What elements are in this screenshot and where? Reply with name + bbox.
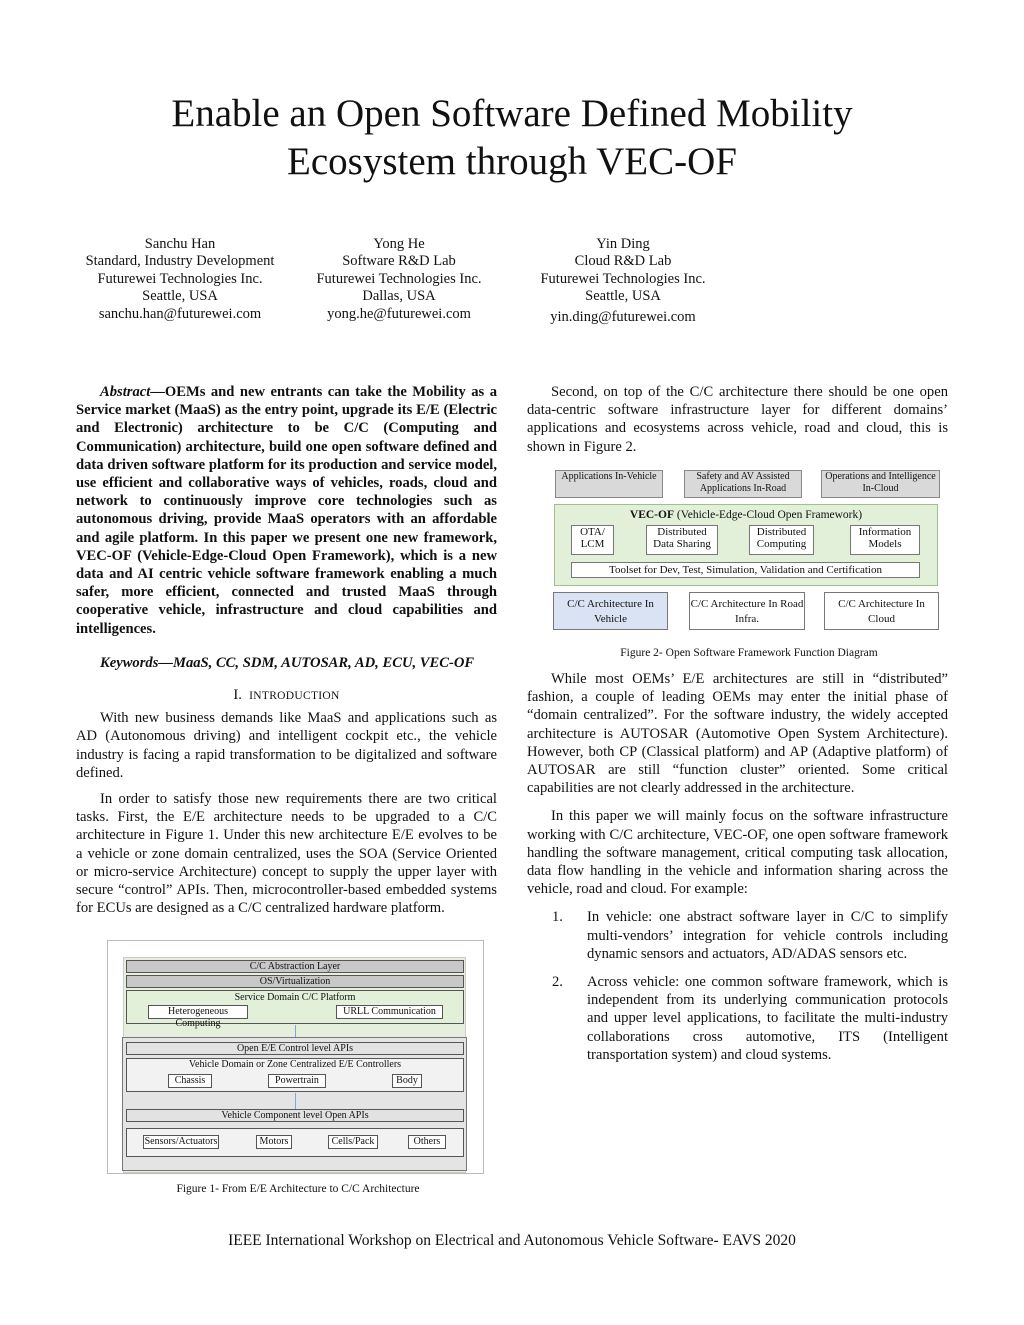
figure-2 (553, 468, 945, 633)
author-email: yin.ding@futurewei.com (550, 308, 696, 325)
heterogeneous-computing-box: Heterogeneous Computing (148, 1005, 248, 1019)
figure-1-caption: Figure 1- From E/E Architecture to C/C Architecture (176, 1183, 420, 1195)
paragraph: In this paper we will mainly focus on the software infrastructure working with C/C architecture, VEC-OF, one open software framework handling the software management, critical computing task allocation, data flow handling in the vehicle and information sharing across the vehicle, road and cloud. For example: (527, 808, 948, 898)
keywords: Keywords—MaaS, CC, SDM, AUTOSAR, AD, ECU, VEC-OF (100, 654, 475, 671)
distributed-computing-box: Distributed Computing (749, 525, 814, 555)
information-models-box: Information Models (850, 525, 920, 555)
author-org: Futurewei Technologies Inc. (97, 270, 263, 287)
author-block-1 (60, 236, 300, 323)
author-dept: Software R&D Lab (342, 253, 456, 270)
cells-pack-box: Cells/Pack (328, 1135, 378, 1149)
author-email: sanchu.han@futurewei.com (98, 305, 262, 322)
sensors-actuators-box: Sensors/Actuators (144, 1136, 218, 1147)
arrow-connector (295, 1093, 296, 1109)
author-name: Yin Ding (596, 236, 650, 252)
safety-apps-in-road-box: Safety and AV Assisted Applications In-Road (684, 470, 802, 498)
author-org: Futurewei Technologies Inc. (540, 270, 706, 287)
author-location: Seattle, USA (585, 288, 661, 305)
ota-lcm-box: OTA/ LCM (571, 525, 614, 555)
vecof-panel: VEC-OF (Vehicle-Edge-Cloud Open Framework) (554, 504, 938, 586)
others-box: Others (408, 1135, 446, 1149)
component-level-apis: Vehicle Component level Open APIs (126, 1109, 464, 1122)
page-footer: IEEE International Workshop on Electrical and Autonomous Vehicle Software- EAVS 2020 (228, 1232, 796, 1249)
urll-communication-box: URLL Communication (336, 1005, 443, 1019)
apps-in-vehicle-box: Applications In-Vehicle (555, 470, 663, 498)
operations-in-cloud-box: Operations and Intelligence In-Cloud (821, 470, 940, 498)
body-box: Body (392, 1074, 422, 1088)
open-ee-control-apis: Open E/E Control level APIs (126, 1042, 464, 1055)
powertrain-box: Powertrain (268, 1074, 326, 1088)
section-heading: I. INTRODUCTION (233, 687, 340, 704)
cc-vehicle-box: C/C Architecture In Vehicle (553, 592, 668, 630)
chassis-box: Chassis (168, 1074, 212, 1088)
keywords-label: Keywords (100, 654, 159, 671)
right-column-bottom (527, 670, 948, 1064)
keywords-text: MaaS, CC, SDM, AUTOSAR, AD, ECU, VEC-OF (172, 654, 475, 671)
paragraph: With new business demands like MaaS and applications such as AD (Autonomous driving) and intelligent cockpit etc., the vehicle industry is facing a rapid transformation to be digitalized and software defined. (76, 710, 497, 781)
author-name: Sanchu Han (144, 236, 216, 252)
vehicle-domain-controllers: Vehicle Domain or Zone Centralized E/E Controllers (126, 1058, 464, 1092)
title-line-2: Ecosystem through VEC-OF (287, 140, 737, 183)
left-column (76, 383, 497, 917)
author-location: Dallas, USA (362, 288, 436, 305)
list-item: 2. Across vehicle: one common software framework, which is independent from its underlying communication protocols and upper level applications, to facilitate the multi-industry collaborations cross automotive, ITS (Intelligent transportation system) and cloud systems. (552, 974, 948, 1063)
author-email: yong.he@futurewei.com (327, 305, 471, 322)
cc-road-box: C/C Architecture In Road Infra. (689, 592, 805, 630)
author-org: Futurewei Technologies Inc. (316, 270, 482, 287)
cc-cloud-box: C/C Architecture In Cloud (824, 592, 939, 630)
author-block-3 (503, 236, 743, 326)
list-item: 1. In vehicle: one abstract software layer in C/C to simplify multi-vendors’ integration for vehicle controls including dynamic sensors and actuators, AD/ADAS sensors etc. (552, 909, 948, 962)
author-name: Yong He (373, 236, 425, 252)
motors-box: Motors (256, 1135, 292, 1149)
paragraph: Second, on top of the C/C architecture there should be one open data-centric software infrastructure layer for different domains’ applications and ecosystems across vehicle, road and cloud, this is shown in Figure 2. (527, 384, 948, 455)
os-virtualization-layer: OS/Virtualization (126, 975, 464, 988)
toolset-box: Toolset for Dev, Test, Simulation, Validation and Certification (571, 562, 920, 578)
abstract-text: OEMs and new entrants can take the Mobility as a Service market (MaaS) as the entry point, upgrade its E/E (Electric and Electronic) architecture to be C/C (Computing and Communication) architecture, build one open software defined and data driven software platform for its production and service model, use efficient and collaborative ways of vehicles, roads, cloud and network to continuously improve core technologies such as autonomous driving, provide MaaS operators with an affordable and agile platform. In this paper we present one new framework, VEC-OF (Vehicle-Edge-Cloud Open Framework), which is a new data and AI centric vehicle software framework enabling a much safer, more efficient, connected and trusted MaaS through cooperative vehicle, infrastructure and cloud capabilities and intelligences. (76, 384, 497, 637)
paragraph: In order to satisfy those new requirements there are two critical tasks. First, the E/E architecture needs to be upgraded to a C/C architecture in Figure 1. Under this new architecture E/E evolves to be a vehicle or zone domain centralized, uses the SOA (Service Oriented or micro-service Architecture) concept to supply the upper layer with secure “control” APIs. Then, microcontroller-based embedded systems for ECUs are designed as a C/C centralized hardware platform. (76, 791, 497, 917)
example-list (527, 908, 948, 1064)
distributed-data-sharing-box: Distributed Data Sharing (646, 525, 718, 555)
figure-2-caption: Figure 2- Open Software Framework Function Diagram (620, 647, 878, 659)
service-domain-platform: Service Domain C/C Platform (126, 990, 464, 1024)
cc-abstraction-layer: C/C Abstraction Layer (126, 960, 464, 973)
vecof-title: VEC-OF (629, 509, 674, 521)
paragraph: While most OEMs’ E/E architectures are still in “distributed” fashion, a couple of leading OEMs may enter the initial phase of “domain centralized”. For the software industry, the widely accepted architecture is AUTOSAR (Automotive Open System Architecture). However, both CP (Classical platform) and AP (Adaptive platform) of AUTOSAR are still “function cluster” oriented. Some critical capabilities are not clearly addressed in the architecture. (527, 671, 948, 797)
right-column-top (527, 383, 948, 456)
author-block-2 (279, 236, 519, 323)
abstract: Abstract—OEMs and new entrants can take the Mobility as a Service market (MaaS) as the entry point, upgrade its E/E (Electric and Electronic) architecture to be C/C (Computing and Communication) architecture, build one open software defined and data driven software platform for its production and service model, use efficient and collaborative ways of vehicles, roads, cloud and network to continuously improve core technologies such as autonomous driving, provide MaaS operators with an affordable and agile platform. In this paper we present one new framework, VEC-OF (Vehicle-Edge-Cloud Open Framework), which is a new data and AI centric vehicle software framework enabling a much safer, more efficient, connected and trusted MaaS through cooperative vehicle, infrastructure and cloud capabilities and intelligences. (76, 384, 497, 637)
abstract-label: Abstract (100, 384, 151, 400)
paper-title (0, 90, 1024, 186)
author-location: Seattle, USA (142, 288, 218, 305)
author-dept: Standard, Industry Development (85, 253, 275, 270)
figure-1 (107, 940, 484, 1174)
title-line-1: Enable an Open Software Defined Mobility (171, 92, 853, 135)
section-title: INTRODUCTION (249, 690, 340, 703)
author-dept: Cloud R&D Lab (574, 253, 672, 270)
